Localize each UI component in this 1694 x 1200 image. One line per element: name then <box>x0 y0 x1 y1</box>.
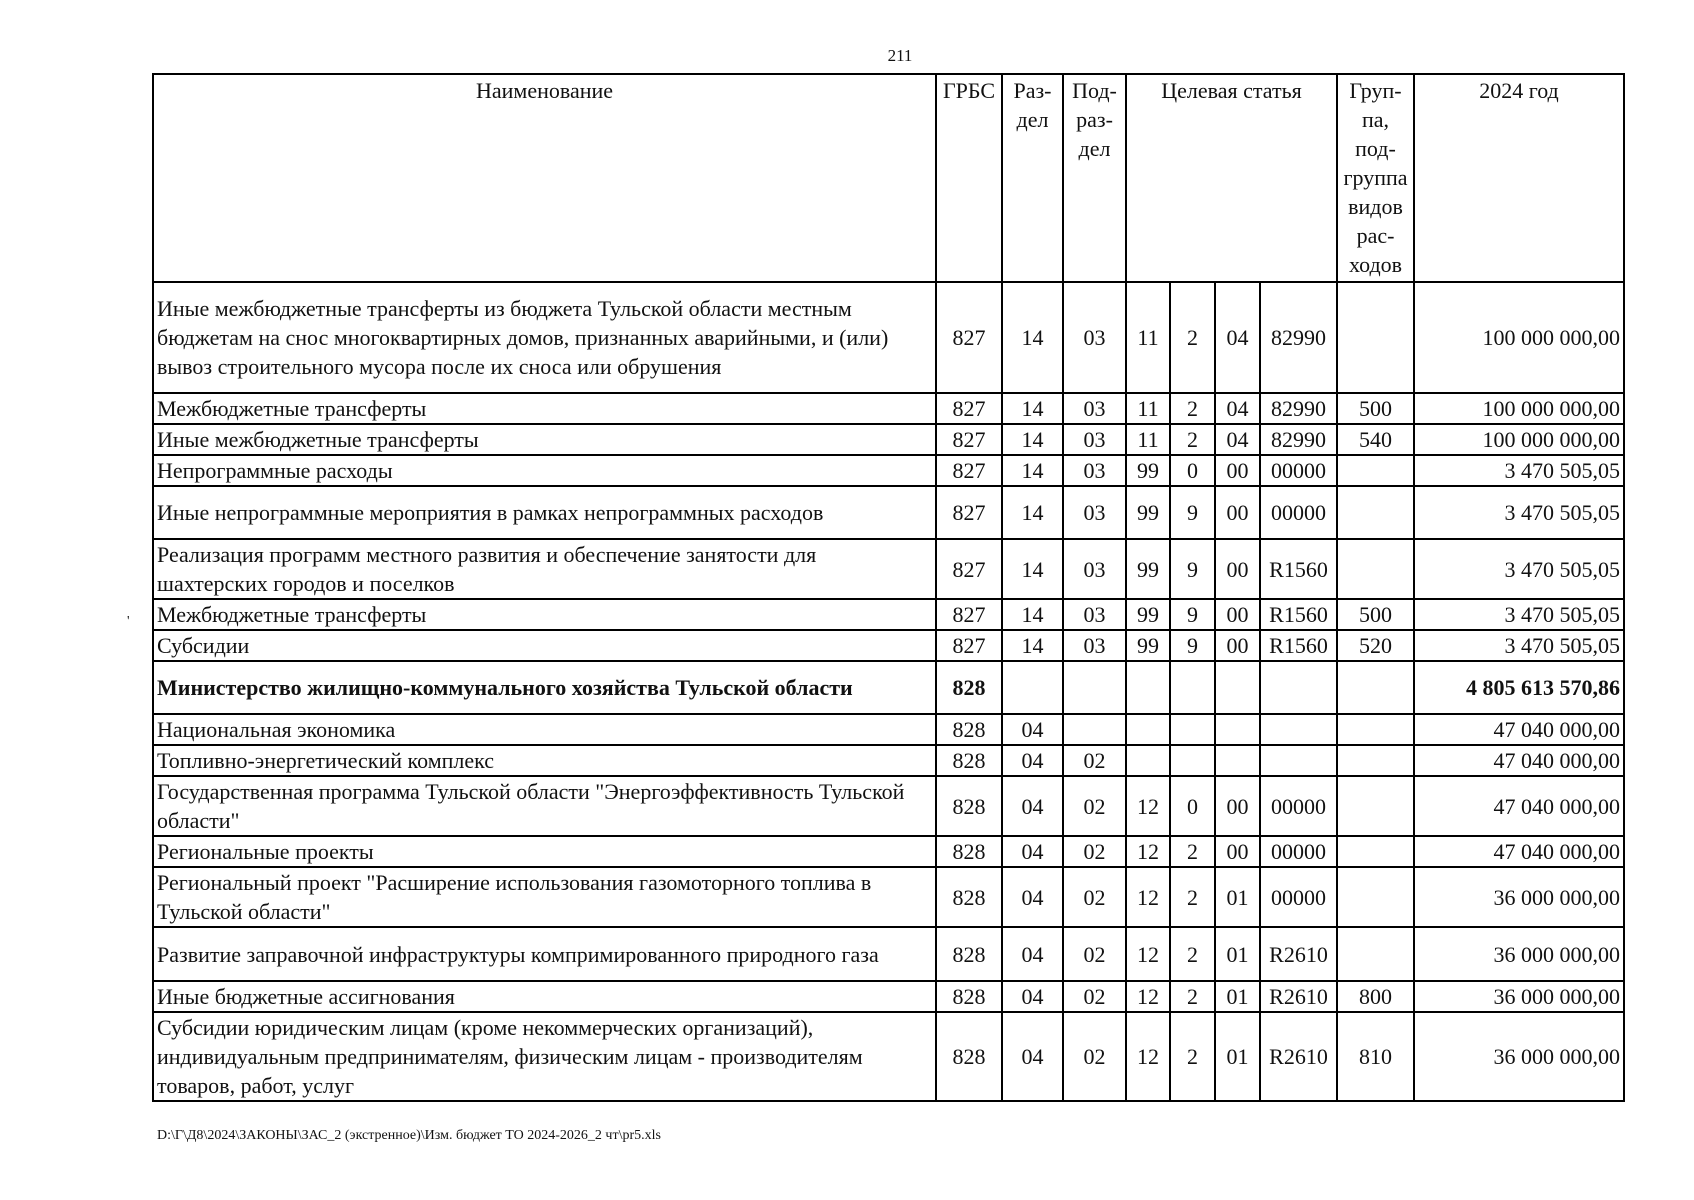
cell-expense-group: 810 <box>1337 1012 1414 1101</box>
cell-target-program <box>1126 714 1170 745</box>
budget-table <box>152 73 1625 1102</box>
cell-expense-group: 500 <box>1337 599 1414 630</box>
cell-target-element: 00 <box>1215 836 1260 867</box>
cell-expense-group <box>1337 539 1414 599</box>
cell-target-subprogram-type <box>1170 661 1215 714</box>
cell-expense-group <box>1337 661 1414 714</box>
cell-name: Министерство жилищно-коммунального хозяйства Тульской области <box>153 661 936 714</box>
cell-subsection: 03 <box>1063 282 1126 393</box>
cell-target-element: 04 <box>1215 393 1260 424</box>
cell-section: 04 <box>1002 1012 1063 1101</box>
cell-grbs: 827 <box>936 539 1002 599</box>
cell-amount: 3 470 505,05 <box>1414 630 1624 661</box>
cell-target-direction: R1560 <box>1260 599 1337 630</box>
cell-expense-group <box>1337 927 1414 981</box>
cell-section: 04 <box>1002 776 1063 836</box>
table-row <box>153 867 1624 927</box>
cell-target-element: 01 <box>1215 1012 1260 1101</box>
cell-expense-group: 800 <box>1337 981 1414 1012</box>
cell-grbs: 828 <box>936 714 1002 745</box>
cell-amount: 47 040 000,00 <box>1414 836 1624 867</box>
cell-section: 14 <box>1002 599 1063 630</box>
cell-grbs: 828 <box>936 867 1002 927</box>
table-body <box>153 282 1624 1101</box>
cell-subsection: 03 <box>1063 486 1126 539</box>
cell-target-element: 00 <box>1215 776 1260 836</box>
cell-target-program: 12 <box>1126 776 1170 836</box>
cell-target-direction: 00000 <box>1260 867 1337 927</box>
table-row <box>153 981 1624 1012</box>
cell-section: 04 <box>1002 745 1063 776</box>
table-header-row <box>153 74 1624 282</box>
cell-target-program: 12 <box>1126 1012 1170 1101</box>
cell-amount: 36 000 000,00 <box>1414 927 1624 981</box>
cell-target-program: 99 <box>1126 455 1170 486</box>
cell-grbs: 827 <box>936 486 1002 539</box>
table-row <box>153 424 1624 455</box>
cell-subsection: 03 <box>1063 393 1126 424</box>
cell-amount: 36 000 000,00 <box>1414 981 1624 1012</box>
table-row <box>153 836 1624 867</box>
cell-target-subprogram-type <box>1170 714 1215 745</box>
cell-target-program: 11 <box>1126 393 1170 424</box>
table-row <box>153 486 1624 539</box>
cell-grbs: 828 <box>936 836 1002 867</box>
cell-grbs: 828 <box>936 1012 1002 1101</box>
cell-expense-group <box>1337 745 1414 776</box>
cell-name: Иные межбюджетные трансферты <box>153 424 936 455</box>
cell-grbs: 828 <box>936 745 1002 776</box>
cell-target-subprogram-type: 9 <box>1170 539 1215 599</box>
cell-section: 14 <box>1002 486 1063 539</box>
header-target-article: Целевая статья <box>1126 74 1337 282</box>
cell-name: Субсидии юридическим лицам (кроме некоммерческих организаций), индивидуальным предпринимателям, физическим лицам - производителям товаров, работ, услуг <box>153 1012 936 1101</box>
cell-expense-group <box>1337 486 1414 539</box>
cell-target-program: 99 <box>1126 630 1170 661</box>
cell-target-program <box>1126 661 1170 714</box>
cell-section: 14 <box>1002 539 1063 599</box>
cell-grbs: 827 <box>936 282 1002 393</box>
cell-name: Межбюджетные трансферты <box>153 393 936 424</box>
cell-expense-group <box>1337 282 1414 393</box>
cell-subsection: 02 <box>1063 981 1126 1012</box>
cell-amount: 100 000 000,00 <box>1414 282 1624 393</box>
cell-target-subprogram-type: 9 <box>1170 599 1215 630</box>
cell-name: Иные бюджетные ассигнования <box>153 981 936 1012</box>
cell-target-subprogram-type: 2 <box>1170 424 1215 455</box>
cell-target-program: 11 <box>1126 282 1170 393</box>
cell-expense-group <box>1337 714 1414 745</box>
cell-target-element: 00 <box>1215 539 1260 599</box>
cell-target-program: 99 <box>1126 539 1170 599</box>
cell-target-subprogram-type: 0 <box>1170 455 1215 486</box>
cell-expense-group <box>1337 776 1414 836</box>
header-name: Наименование <box>153 74 936 282</box>
cell-target-subprogram-type: 2 <box>1170 927 1215 981</box>
cell-target-subprogram-type: 2 <box>1170 867 1215 927</box>
cell-name: Непрограммные расходы <box>153 455 936 486</box>
cell-target-program: 12 <box>1126 981 1170 1012</box>
table-row <box>153 661 1624 714</box>
cell-name: Иные непрограммные мероприятия в рамках непрограммных расходов <box>153 486 936 539</box>
cell-expense-group <box>1337 455 1414 486</box>
cell-target-direction: 00000 <box>1260 455 1337 486</box>
cell-name: Региональные проекты <box>153 836 936 867</box>
cell-subsection: 02 <box>1063 836 1126 867</box>
header-grbs: ГРБС <box>936 74 1002 282</box>
cell-subsection: 02 <box>1063 776 1126 836</box>
cell-subsection: 03 <box>1063 455 1126 486</box>
cell-target-subprogram-type: 2 <box>1170 981 1215 1012</box>
cell-amount: 36 000 000,00 <box>1414 1012 1624 1101</box>
cell-target-direction: 00000 <box>1260 836 1337 867</box>
cell-section: 04 <box>1002 867 1063 927</box>
cell-grbs: 828 <box>936 661 1002 714</box>
cell-expense-group <box>1337 867 1414 927</box>
cell-subsection: 03 <box>1063 539 1126 599</box>
table-row <box>153 539 1624 599</box>
file-path-footer: D:\Г\Д8\2024\ЗАКОНЫ\ЗАС_2 (экстренное)\Изм. бюджет ТО 2024-2026_2 чт\pr5.xls <box>157 1128 661 1143</box>
cell-target-direction <box>1260 661 1337 714</box>
cell-amount: 100 000 000,00 <box>1414 424 1624 455</box>
cell-name: Государственная программа Тульской области "Энергоэффективность Тульской области" <box>153 776 936 836</box>
cell-amount: 4 805 613 570,86 <box>1414 661 1624 714</box>
cell-target-program: 12 <box>1126 867 1170 927</box>
cell-target-subprogram-type: 0 <box>1170 776 1215 836</box>
cell-target-direction: 00000 <box>1260 776 1337 836</box>
cell-section: 04 <box>1002 714 1063 745</box>
cell-amount: 47 040 000,00 <box>1414 714 1624 745</box>
cell-target-subprogram-type: 9 <box>1170 630 1215 661</box>
cell-target-subprogram-type: 2 <box>1170 393 1215 424</box>
cell-subsection: 03 <box>1063 599 1126 630</box>
cell-target-program: 12 <box>1126 927 1170 981</box>
cell-name: Развитие заправочной инфраструктуры компримированного природного газа <box>153 927 936 981</box>
cell-grbs: 827 <box>936 599 1002 630</box>
cell-name: Топливно-энергетический комплекс <box>153 745 936 776</box>
cell-amount: 100 000 000,00 <box>1414 393 1624 424</box>
header-subsection: Под- раз- дел <box>1063 74 1126 282</box>
cell-target-direction: R2610 <box>1260 1012 1337 1101</box>
cell-target-program: 11 <box>1126 424 1170 455</box>
cell-target-element <box>1215 661 1260 714</box>
cell-amount: 47 040 000,00 <box>1414 776 1624 836</box>
cell-section: 14 <box>1002 455 1063 486</box>
table-row <box>153 745 1624 776</box>
stray-mark: ' <box>127 614 130 629</box>
cell-target-program: 12 <box>1126 836 1170 867</box>
cell-target-program <box>1126 745 1170 776</box>
cell-subsection: 02 <box>1063 927 1126 981</box>
cell-subsection <box>1063 714 1126 745</box>
cell-target-direction: R1560 <box>1260 630 1337 661</box>
cell-target-direction: 82990 <box>1260 393 1337 424</box>
cell-name: Межбюджетные трансферты <box>153 599 936 630</box>
page-number: 211 <box>887 46 913 65</box>
cell-target-direction <box>1260 714 1337 745</box>
cell-target-element: 01 <box>1215 927 1260 981</box>
table-row <box>153 927 1624 981</box>
cell-section: 04 <box>1002 981 1063 1012</box>
cell-name: Реализация программ местного развития и обеспечение занятости для шахтерских городов и поселков <box>153 539 936 599</box>
cell-subsection: 02 <box>1063 867 1126 927</box>
cell-amount: 3 470 505,05 <box>1414 599 1624 630</box>
cell-section: 14 <box>1002 424 1063 455</box>
header-year-2024: 2024 год <box>1414 74 1624 282</box>
cell-target-direction: R2610 <box>1260 981 1337 1012</box>
cell-amount: 36 000 000,00 <box>1414 867 1624 927</box>
cell-section: 04 <box>1002 836 1063 867</box>
cell-subsection: 03 <box>1063 630 1126 661</box>
cell-target-direction: R1560 <box>1260 539 1337 599</box>
header-section: Раз- дел <box>1002 74 1063 282</box>
cell-target-program: 99 <box>1126 486 1170 539</box>
cell-grbs: 827 <box>936 455 1002 486</box>
cell-target-direction: 00000 <box>1260 486 1337 539</box>
cell-target-element: 01 <box>1215 867 1260 927</box>
cell-subsection <box>1063 661 1126 714</box>
table-row <box>153 714 1624 745</box>
cell-subsection: 02 <box>1063 745 1126 776</box>
cell-target-direction: 82990 <box>1260 282 1337 393</box>
cell-target-element <box>1215 714 1260 745</box>
cell-target-element: 00 <box>1215 630 1260 661</box>
cell-expense-group: 500 <box>1337 393 1414 424</box>
cell-amount: 3 470 505,05 <box>1414 455 1624 486</box>
cell-expense-group: 540 <box>1337 424 1414 455</box>
cell-grbs: 827 <box>936 630 1002 661</box>
cell-target-element: 04 <box>1215 282 1260 393</box>
cell-target-subprogram-type: 2 <box>1170 1012 1215 1101</box>
header-expense-group: Груп- па, под- группа видов рас- ходов <box>1337 74 1414 282</box>
cell-target-element: 00 <box>1215 455 1260 486</box>
cell-target-element <box>1215 745 1260 776</box>
cell-target-subprogram-type: 2 <box>1170 282 1215 393</box>
table-row <box>153 282 1624 393</box>
table-row <box>153 776 1624 836</box>
cell-name: Национальная экономика <box>153 714 936 745</box>
cell-target-direction <box>1260 745 1337 776</box>
cell-amount: 3 470 505,05 <box>1414 539 1624 599</box>
cell-section: 14 <box>1002 630 1063 661</box>
cell-target-subprogram-type <box>1170 745 1215 776</box>
cell-target-element: 01 <box>1215 981 1260 1012</box>
table-row <box>153 599 1624 630</box>
cell-expense-group: 520 <box>1337 630 1414 661</box>
cell-amount: 3 470 505,05 <box>1414 486 1624 539</box>
cell-grbs: 828 <box>936 981 1002 1012</box>
table-row <box>153 630 1624 661</box>
cell-target-direction: R2610 <box>1260 927 1337 981</box>
cell-subsection: 02 <box>1063 1012 1126 1101</box>
table-row <box>153 455 1624 486</box>
cell-target-subprogram-type: 9 <box>1170 486 1215 539</box>
cell-target-direction: 82990 <box>1260 424 1337 455</box>
cell-section: 14 <box>1002 282 1063 393</box>
cell-grbs: 827 <box>936 424 1002 455</box>
cell-section <box>1002 661 1063 714</box>
cell-target-element: 00 <box>1215 486 1260 539</box>
cell-grbs: 827 <box>936 393 1002 424</box>
cell-grbs: 828 <box>936 776 1002 836</box>
table-row <box>153 1012 1624 1101</box>
cell-target-subprogram-type: 2 <box>1170 836 1215 867</box>
cell-section: 04 <box>1002 927 1063 981</box>
cell-target-element: 04 <box>1215 424 1260 455</box>
cell-amount: 47 040 000,00 <box>1414 745 1624 776</box>
cell-name: Субсидии <box>153 630 936 661</box>
cell-expense-group <box>1337 836 1414 867</box>
cell-name: Иные межбюджетные трансферты из бюджета Тульской области местным бюджетам на снос многоквартирных домов, признанных аварийными, и (или) вывоз строительного мусора после их сноса или обрушения <box>153 282 936 393</box>
cell-target-program: 99 <box>1126 599 1170 630</box>
cell-grbs: 828 <box>936 927 1002 981</box>
table-row <box>153 393 1624 424</box>
cell-section: 14 <box>1002 393 1063 424</box>
cell-target-element: 00 <box>1215 599 1260 630</box>
cell-name: Региональный проект "Расширение использования газомоторного топлива в Тульской области" <box>153 867 936 927</box>
cell-subsection: 03 <box>1063 424 1126 455</box>
